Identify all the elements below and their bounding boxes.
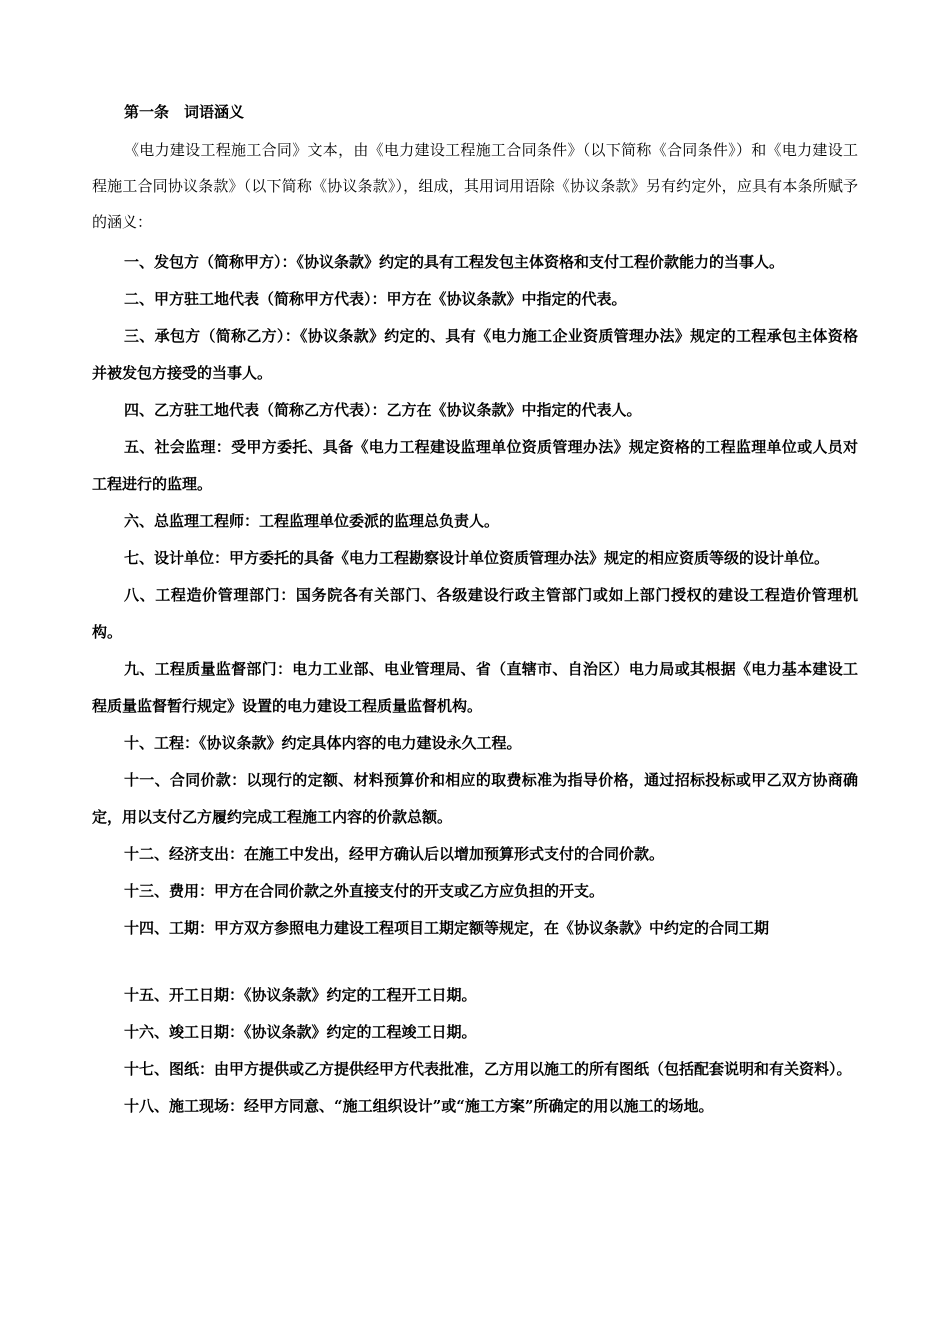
definition-item: 十七、图纸：由甲方提供或乙方提供经甲方代表批准，乙方用以施工的所有图纸（包括配套说明和有关资料）。 xyxy=(124,1060,852,1078)
article-heading: 第一条 词语涵义 xyxy=(124,103,245,121)
definition-item: 十八、施工现场：经甲方同意、“施工组织设计”或“施工方案”所确定的用以施工的场地。 xyxy=(124,1097,714,1115)
definition-item: 十一、合同价款：以现行的定额、材料预算价和相应的取费标准为指导价格，通过招标投标或甲乙双方协商确定，用以支付乙方履约完成工程施工内容的价款总额。 xyxy=(92,771,858,826)
definition-item: 八、工程造价管理部门：国务院各有关部门、各级建设行政主管部门或如上部门授权的建设工程造价管理机构。 xyxy=(92,586,858,641)
definition-item: 三、承包方（简称乙方）：《协议条款》约定的、具有《电力施工企业资质管理办法》规定的工程承包主体资格并被发包方接受的当事人。 xyxy=(92,327,858,382)
definition-item: 四、乙方驻工地代表（简称乙方代表）：乙方在《协议条款》中指定的代表人。 xyxy=(124,401,642,419)
definition-item: 十六、竣工日期：《协议条款》约定的工程竣工日期。 xyxy=(124,1023,477,1041)
definition-item: 六、总监理工程师：工程监理单位委派的监理总负责人。 xyxy=(124,512,500,530)
document-page xyxy=(92,98,858,1125)
definition-item: 五、社会监理：受甲方委托、具备《电力工程建设监理单位资质管理办法》规定资格的工程监理单位或人员对工程进行的监理。 xyxy=(92,438,858,493)
definition-item: 十五、开工日期：《协议条款》约定的工程开工日期。 xyxy=(124,986,477,1004)
definition-item: 十、工程：《协议条款》约定具体内容的电力建设永久工程。 xyxy=(124,734,522,752)
definition-item: 二、甲方驻工地代表（简称甲方代表）：甲方在《协议条款》中指定的代表。 xyxy=(124,290,627,308)
definition-item: 七、设计单位：甲方委托的具备《电力工程勘察设计单位资质管理办法》规定的相应资质等级的设计单位。 xyxy=(124,549,830,567)
blank-spacer xyxy=(92,947,858,977)
definition-item: 十四、工期：甲方双方参照电力建设工程项目工期定额等规定，在《协议条款》中约定的合同工期 xyxy=(124,919,770,937)
intro-paragraph: 《电力建设工程施工合同》文本，由《电力建设工程施工合同条件》（以下简称《合同条件》）和《电力建设工程施工合同协议条款》（以下简称《协议条款》），组成，其用词用语除《协议条款》另有约定外，应具有本条所赋予的涵义： xyxy=(92,141,858,231)
definition-item: 十二、经济支出：在施工中发出，经甲方确认后以增加预算形式支付的合同价款。 xyxy=(124,845,665,863)
definition-item: 一、发包方（简称甲方）：《协议条款》约定的具有工程发包主体资格和支付工程价款能力的当事人。 xyxy=(124,253,785,271)
definition-item: 九、工程质量监督部门：电力工业部、电业管理局、省（直辖市、自治区）电力局或其根据《电力基本建设工程质量监督暂行规定》设置的电力建设工程质量监督机构。 xyxy=(92,660,858,715)
definition-item: 十三、费用：甲方在合同价款之外直接支付的开支或乙方应负担的开支。 xyxy=(124,882,605,900)
